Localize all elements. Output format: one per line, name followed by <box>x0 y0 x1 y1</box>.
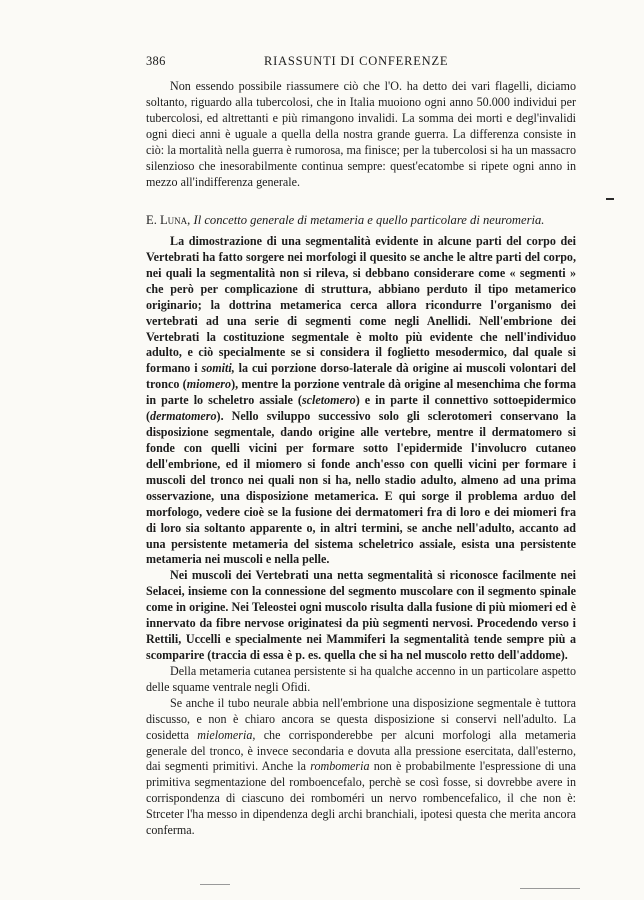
p1-text-b: la cui porzione dorso-laterale dà origine ai muscoli volontari del tronco ( <box>146 361 576 392</box>
p1-text-e: ). Nello sviluppo successivo solo gli sclerotomeri conservano la disposizione segmentale, dando origine alle vertebre, mentre il dermatomero si fonde con quelli vicini per formare sotto l'epidermide l'involucro cutaneo dell'embrione, ed il miomero si fonde anch'esso con quelli vicini per formare i muscoli del tronco nei quali non si ha, nello stadio adulto, almeno ad una prima osservazione, una disposizione metamerica. E qui sorge il problema arduo del morfologo, vedere cioè se la fusione dei dermatomeri fra di loro e dei miomeri fra di loro sia soltanto apparente o, in altri termini, se anche nell'adulto, accanto ad una persistente metameria del sistema scheletrico assiale, esista una persistente metameria nei muscoli e nella pelle. <box>146 409 576 567</box>
p4-text-b: che corrisponderebbe per alcuni morfologi alla metameria generale del tronco, è invece secondaria e dovuta alla pressione esercitata, dall'esterno, dai segmenti primitivi. Anche la <box>146 727 576 774</box>
term-mielomeria: mielomeria, <box>197 727 256 742</box>
intro-section <box>146 79 576 191</box>
term-rombomeria: rombomeria <box>310 759 370 774</box>
scan-speck <box>200 884 230 885</box>
body-paragraph-1 <box>146 234 576 568</box>
term-scletomero: scletomero <box>301 393 356 408</box>
term-miomero: miomero <box>186 377 232 392</box>
intro-paragraph: Non essendo possibile riassumere ciò che l'O. ha detto dei vari flagelli, diciamo soltanto, riguardo alla tubercolosi, che in Italia muoiono ogni anno 50.000 individui per tubercolosi, ed altrettanti e più rimangono invalidi. La somma dei morti e degl'invalidi ogni dieci anni è uguale a quella della nostra grande guerra. La differenza consiste in ciò: la mortalità nella guerra è rumorosa, ma finisce; per la tubercolosi si ha un massacro silenzioso che inesorabilmente continua sempre: quest'ecatombe si ripete ogni anno in mezzo all'indifferenza generale. <box>146 79 576 189</box>
margin-mark <box>606 198 614 200</box>
p1-text-c: ), mentre la porzione ventrale dà origine al mesenchima che forma in parte lo scheletro assiale ( <box>146 377 576 408</box>
body-paragraph-4 <box>146 696 576 839</box>
article-title-line <box>146 212 576 228</box>
body-paragraph-3: Della metameria cutanea persistente si ha qualche accenno in un particolare aspetto delle squame ventrale negli Ofidi. <box>146 663 576 694</box>
p1-text-d: ) e in parte il connettivo sottoepidermico ( <box>146 393 576 424</box>
article-author: E. Luna, <box>146 213 191 227</box>
p1-text-a: La dimostrazione di una segmentalità evidente in alcune parti del corpo dei Vertebrati ha fatto sorgere nei morfologi il quesito se anche le altre parti del corpo, nei quali la segmentalità non si rileva, si debbano considerare come « segmenti » che però per complicazione di struttura, abbiano perduto il tipo metamerico originario; la dottrina metamerica cerca allora ricondurre l'organismo dei vertebrati ad una serie di segmenti come negli Anellidi. Nell'embrione dei Vertebrati la costituzione segmentale è molto più evidente che nell'individuo adulto, e ciò specialmente se si considera il foglietto mesodermico, dal quale si formano i <box>146 234 576 376</box>
body-paragraph-2: Nei muscoli dei Vertebrati una netta segmentalità si riconosce facilmente nei Selacei, insieme con la connessione del segmento muscolare con il segmento spinale come in origine. Nei Teleostei ogni muscolo risulta dalla fusione di più miomeri ed è innervato da fibre nervose originatesi da più segmenti nervosi. Procedendo verso i Rettili, Uccelli e specialmente nei Mammiferi la segmentalità tende sempre più a scomparire (traccia di essa è p. es. quella che si ha nel muscolo retto dell'addome). <box>146 568 576 662</box>
article-heading <box>146 212 576 229</box>
scan-speck <box>520 888 580 889</box>
term-dermatomero: dermatomero <box>150 409 217 424</box>
term-somiti: somiti, <box>201 361 235 376</box>
article-title: Il concetto generale di metameria e quello particolare di neuromeria. <box>193 213 545 227</box>
p4-text-c: non è probabilmente l'espressione di una primitiva segmentazione del romboencefalo, perchè se così fosse, si dovrebbe avere in corrispondenza di ciascuno dei romboméri un nervo rombencefalico, il che non è: Strceter l'ha messo in dipendenza degli archi branchiali, ipotesi questa che merita ancora conferma. <box>146 759 576 838</box>
article-body <box>146 234 576 839</box>
running-title: RIASSUNTI DI CONFERENZE <box>264 54 449 68</box>
page-number: 386 <box>146 54 166 68</box>
p4-text-a: Se anche il tubo neurale abbia nell'embrione una disposizione segmentale è tuttora discusso, e non è chiaro ancora se questa disposizione si conservi nell'adulto. La cosidetta <box>146 695 576 742</box>
